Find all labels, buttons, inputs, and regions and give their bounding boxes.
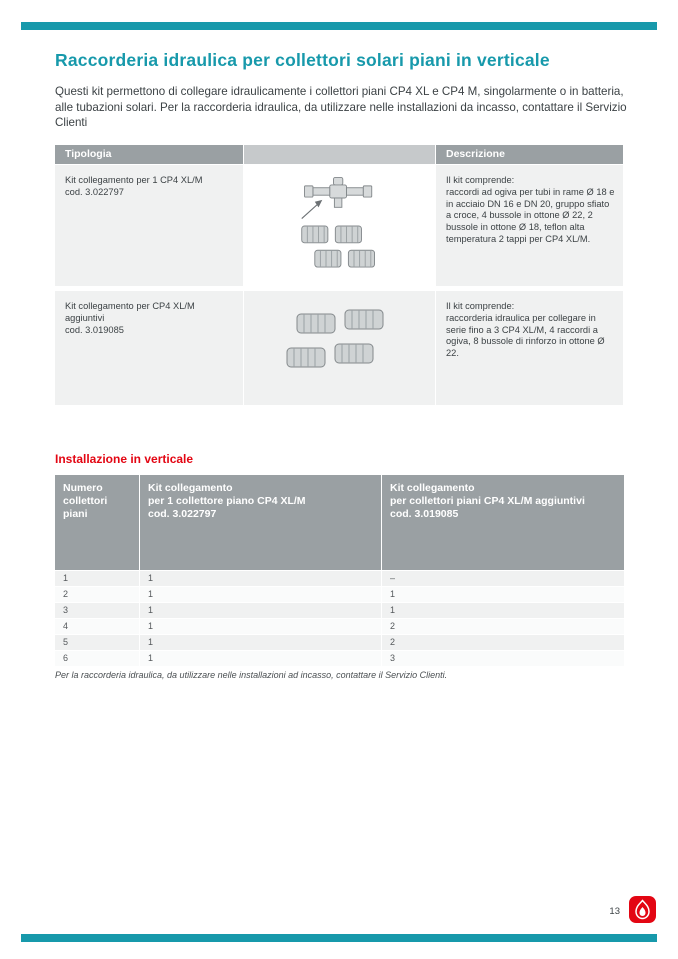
kit-description-cell xyxy=(436,165,623,286)
page-number: 13 xyxy=(609,906,620,917)
footnote: Per la raccorderia idraulica, da utilizzare nelle installazioni ad incasso, contattare il Servizio Clienti. xyxy=(55,670,448,680)
kit-code: cod. 3.022797 xyxy=(65,186,124,197)
kits-header-tipologia: Tipologia xyxy=(55,145,243,164)
table-row: 1 1 – xyxy=(55,571,623,586)
kit-description: raccordi ad ogiva per tubi in rame Ø 18 e in acciaio DN 16 e DN 20, gruppo sfiato a croce, 4 bussole in ottone Ø 22, 2 bussole in ottone Ø 18, teflon alta temperatura 2 tappi per CP4 XL/M. xyxy=(446,186,615,244)
kit-code: cod. 3.019085 xyxy=(65,324,124,335)
installation-heading: Installazione in verticale xyxy=(55,452,194,466)
header-kit-singolo: Kit collegamento per 1 collettore piano CP4 XL/M cod. 3.022797 xyxy=(140,475,381,570)
header-kit-aggiuntivi: Kit collegamento per collettori piani CP4 XL/M aggiuntivi cod. 3.019085 xyxy=(382,475,624,570)
kit-description-title: Il kit comprende: xyxy=(446,175,515,185)
kits-table xyxy=(55,145,623,405)
installation-table xyxy=(55,475,623,666)
table-row: 4 1 2 xyxy=(55,619,623,634)
top-accent-bar xyxy=(21,22,657,30)
kit-description-title: Il kit comprende: xyxy=(446,301,515,311)
installation-table-header-row xyxy=(55,475,623,570)
kits-header-image-column xyxy=(244,145,435,164)
table-row: 2 1 1 xyxy=(55,587,623,602)
kit-type-cell xyxy=(55,291,243,405)
vent-group-and-bushings-icon xyxy=(244,165,435,286)
kit-description: raccorderia idraulica per collegare in serie fino a 3 CP4 XL/M, 4 raccordi a ogiva, 8 bussole di rinforzo in ottone Ø 22. xyxy=(446,312,605,359)
bottom-accent-bar xyxy=(21,934,657,942)
table-row: 6 1 3 xyxy=(55,651,623,666)
table-row: 5 1 2 xyxy=(55,635,623,650)
flame-logo xyxy=(629,896,656,923)
kits-table-row xyxy=(55,291,623,405)
serial-fittings-icon xyxy=(244,291,435,405)
intro-paragraph: Questi kit permettono di collegare idraulicamente i collettori piani CP4 XL e CP4 M, singolarmente o in batteria, alle tubazioni solari. Per la raccorderia idraulica, da utilizzare nelle installazioni da incasso, contattare il Servizio Clienti xyxy=(55,85,627,129)
kits-header-descrizione: Descrizione xyxy=(436,145,623,164)
kits-table-row xyxy=(55,165,623,286)
kit-name: Kit collegamento per CP4 XL/M aggiuntivi xyxy=(65,301,195,323)
header-numero-collettori: Numero collettori piani xyxy=(55,475,139,570)
kit-type-cell xyxy=(55,165,243,286)
page-title: Raccorderia idraulica per collettori solari piani in verticale xyxy=(55,50,550,70)
table-row: 3 1 1 xyxy=(55,603,623,618)
kit-name: Kit collegamento per 1 CP4 XL/M xyxy=(65,175,203,185)
kit-description-cell xyxy=(436,291,623,405)
kits-table-header-row xyxy=(55,145,623,164)
